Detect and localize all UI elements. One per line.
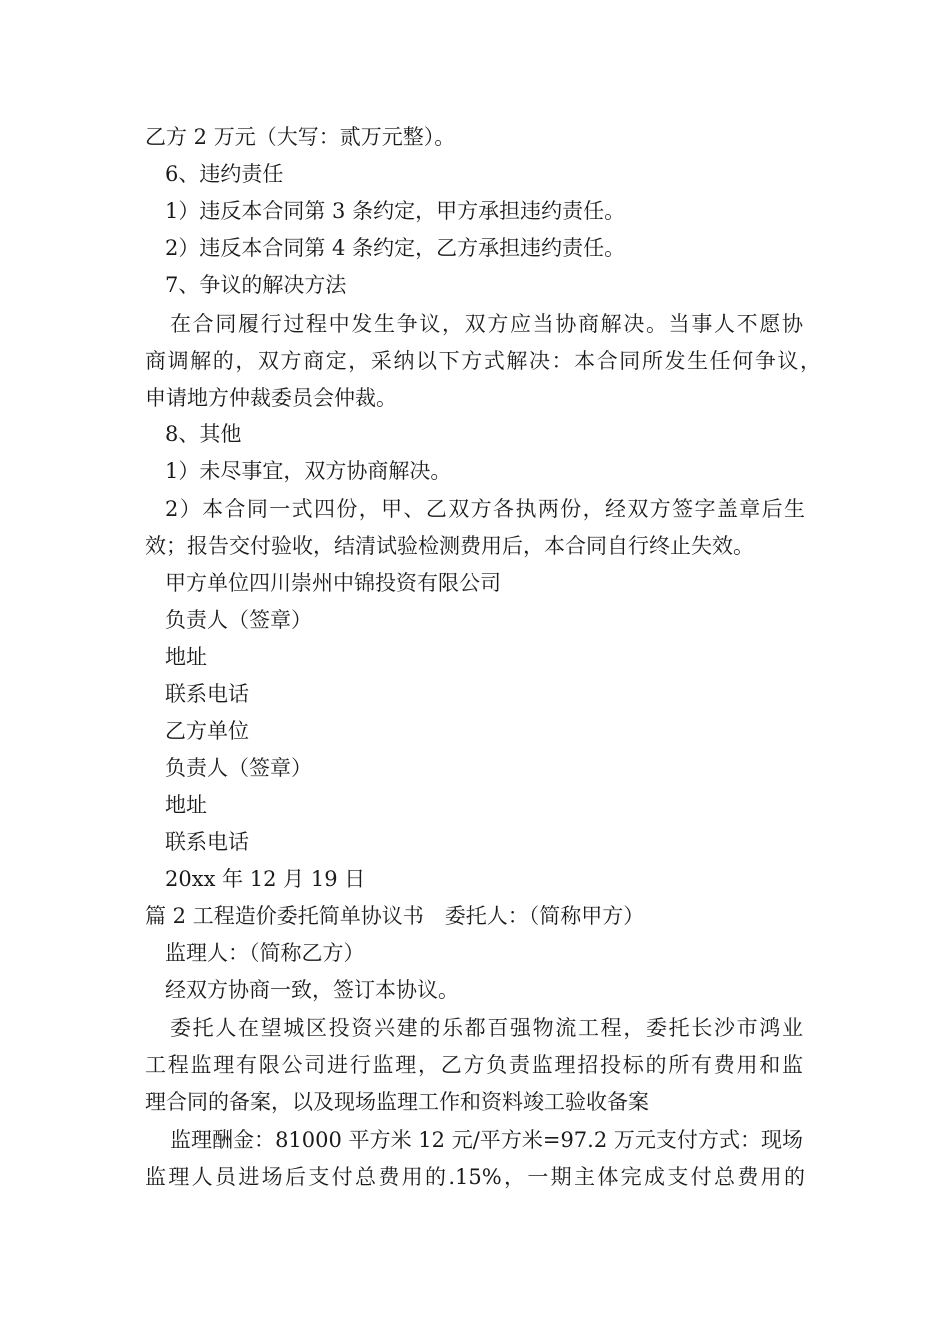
signature-field: 负责人（签章） [165, 608, 312, 632]
text-line: 2）本合同一式四份，甲、乙双方各执两份，经双方签字盖章后生 [165, 497, 805, 521]
section-heading: 6、违约责任 [165, 162, 284, 186]
signature-party-b: 乙方单位 [165, 719, 249, 743]
text-line: 乙方 2 万元（大写：贰万元整）。 [145, 125, 456, 149]
text-line: 申请地方仲裁委员会仲裁。 [145, 386, 397, 410]
text-line: 监理酬金：81000 平方米 12 元/平方米=97.2 万元支付方式：现场 [170, 1128, 803, 1152]
text-line: 效；报告交付验收，结清试验检测费用后，本合同自行终止失效。 [145, 534, 754, 558]
text-line: 监理人：（简称乙方） [165, 941, 365, 965]
signature-field: 联系电话 [165, 830, 249, 854]
date-line: 20xx 年 12 月 19 日 [165, 867, 366, 891]
signature-party-a: 甲方单位四川崇州中锦投资有限公司 [165, 571, 501, 595]
text-line: 监理人员进场后支付总费用的.15%，一期主体完成支付总费用的 [145, 1165, 805, 1189]
section-heading: 8、其他 [165, 422, 242, 446]
text-line: 1）违反本合同第 3 条约定，甲方承担违约责任。 [165, 199, 626, 223]
text-line: 理合同的备案，以及现场监理工作和资料竣工验收备案 [145, 1090, 649, 1114]
signature-field: 地址 [165, 793, 207, 817]
text-line: 1）未尽事宜，双方协商解决。 [165, 459, 452, 483]
signature-field: 地址 [165, 645, 207, 669]
text-line: 经双方协商一致，签订本协议。 [165, 978, 459, 1002]
text-line: 工程监理有限公司进行监理，乙方负责监理招投标的所有费用和监 [145, 1053, 803, 1077]
text-line: 商调解的，双方商定，采纳以下方式解决：本合同所发生任何争议， [145, 349, 821, 373]
section-heading: 7、争议的解决方法 [165, 273, 347, 297]
text-line: 委托人在望城区投资兴建的乐都百强物流工程，委托长沙市鸿业 [170, 1016, 803, 1040]
text-line: 2）违反本合同第 4 条约定，乙方承担违约责任。 [165, 236, 626, 260]
signature-field: 负责人（签章） [165, 756, 312, 780]
text-line: 在合同履行过程中发生争议，双方应当协商解决。当事人不愿协 [170, 312, 803, 336]
section-title: 篇 2 工程造价委托简单协议书 委托人：（简称甲方） [145, 904, 645, 928]
signature-field: 联系电话 [165, 682, 249, 706]
